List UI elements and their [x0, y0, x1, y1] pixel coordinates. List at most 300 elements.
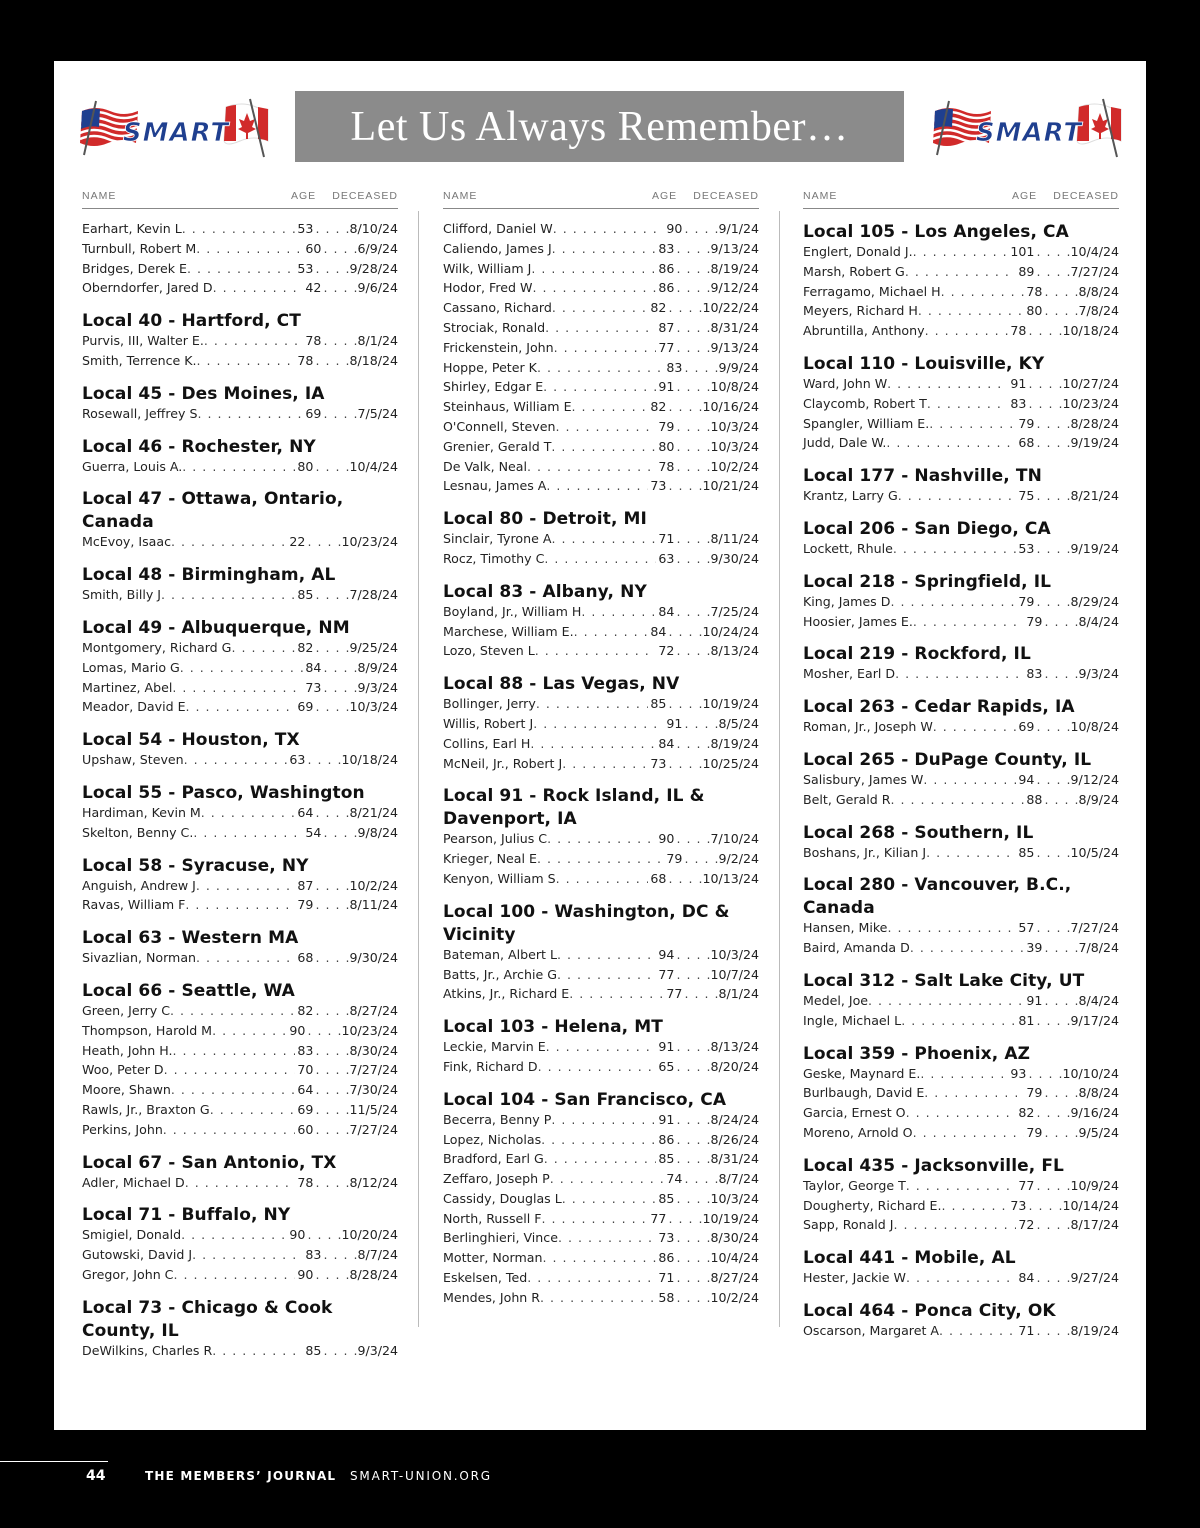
member-name: Bridges, Derek E — [82, 260, 187, 276]
logo-text: SMART — [975, 118, 1083, 148]
member-age: 63 — [658, 550, 675, 566]
member-row — [443, 756, 759, 776]
member-name: Mendes, John R — [443, 1289, 541, 1305]
leader-dots — [684, 851, 718, 866]
local-heading: Local 40 - Hartford, CT — [82, 311, 301, 332]
member-row — [803, 1105, 1119, 1125]
leader-dots — [315, 950, 349, 965]
member-age: 78 — [305, 333, 322, 349]
member-age: 71 — [1018, 1322, 1035, 1338]
leader-dots — [161, 587, 295, 602]
header-deceased: DECEASED — [693, 190, 759, 202]
member-row — [443, 1290, 759, 1310]
member-deceased-date: 8/1/24 — [718, 986, 759, 1002]
member-age: 85 — [305, 1342, 322, 1358]
leader-dots — [538, 1059, 657, 1074]
leader-dots — [676, 551, 710, 566]
member-age: 75 — [1018, 488, 1035, 504]
member-age: 79 — [1026, 1124, 1043, 1140]
member-deceased-date: 10/4/24 — [710, 1250, 759, 1266]
member-deceased-date: 9/25/24 — [349, 639, 398, 655]
member-age: 85 — [297, 587, 314, 603]
leader-dots — [676, 1230, 710, 1245]
member-age: 85 — [658, 1151, 675, 1167]
leader-dots — [307, 1227, 341, 1242]
leader-dots — [323, 241, 357, 256]
member-name: Lockett, Rhule — [803, 540, 893, 556]
member-row — [443, 986, 759, 1006]
member-age: 78 — [297, 352, 314, 368]
leader-dots — [933, 719, 1017, 734]
member-age: 73 — [650, 755, 667, 771]
member-age: 68 — [1018, 435, 1035, 451]
member-row — [443, 947, 759, 967]
member-row — [443, 551, 759, 571]
member-deceased-date: 9/13/24 — [710, 339, 759, 355]
leader-dots — [668, 696, 702, 711]
member-name: Dougherty, Richard E. — [803, 1197, 942, 1213]
leader-dots — [323, 406, 357, 421]
leader-dots — [557, 947, 656, 962]
member-age: 86 — [658, 1131, 675, 1147]
leader-dots — [1036, 1178, 1070, 1193]
member-deceased-date: 9/12/24 — [1070, 771, 1119, 787]
member-deceased-date: 8/7/24 — [718, 1171, 759, 1187]
member-age: 77 — [658, 339, 675, 355]
member-row — [82, 680, 398, 700]
member-deceased-date: 9/3/24 — [357, 679, 398, 695]
local-heading: Local 47 - Ottawa, Ontario, Canada — [82, 489, 344, 533]
leader-dots — [201, 805, 296, 820]
member-deceased-date: 8/28/24 — [349, 1266, 398, 1282]
leader-dots — [231, 640, 295, 655]
leader-dots — [1044, 792, 1078, 807]
leader-dots — [307, 534, 341, 549]
member-row — [803, 792, 1119, 812]
leader-dots — [581, 604, 656, 619]
member-name: Judd, Dale W. — [803, 435, 887, 451]
header-deceased: DECEASED — [1053, 190, 1119, 202]
member-row — [803, 920, 1119, 940]
leader-dots — [323, 280, 357, 295]
member-age: 77 — [666, 986, 683, 1002]
member-deceased-date: 8/8/24 — [1078, 283, 1119, 299]
leader-dots — [315, 878, 349, 893]
member-row — [443, 419, 759, 439]
local-heading: Local 103 - Helena, MT — [443, 1017, 663, 1038]
member-deceased-date: 8/21/24 — [1070, 488, 1119, 504]
member-age: 94 — [658, 946, 675, 962]
member-age: 73 — [658, 1230, 675, 1246]
member-age: 83 — [305, 1247, 322, 1263]
leader-dots — [886, 435, 1016, 450]
member-age: 89 — [1018, 263, 1035, 279]
member-age: 54 — [305, 824, 322, 840]
member-deceased-date: 10/3/24 — [710, 1190, 759, 1206]
leader-dots — [913, 244, 1009, 259]
member-deceased-date: 7/8/24 — [1078, 303, 1119, 319]
member-row — [803, 376, 1119, 396]
leader-dots — [315, 897, 349, 912]
member-name: Marsh, Robert G — [803, 263, 905, 279]
member-name: Burlbaugh, David E — [803, 1085, 925, 1101]
leader-dots — [893, 541, 1017, 556]
member-age: 69 — [297, 699, 314, 715]
member-name: Pearson, Julius C — [443, 831, 548, 847]
member-name: Salisbury, James W — [803, 771, 924, 787]
leader-dots — [212, 1343, 303, 1358]
member-deceased-date: 8/1/24 — [357, 333, 398, 349]
member-name: Englert, Donald J. — [803, 244, 913, 259]
leader-dots — [569, 986, 664, 1001]
leader-dots — [676, 261, 710, 276]
leader-dots — [187, 261, 295, 276]
member-deceased-date: 7/27/24 — [1070, 920, 1119, 936]
member-deceased-date: 8/30/24 — [349, 1042, 398, 1058]
member-row — [443, 1250, 759, 1270]
member-deceased-date: 10/22/24 — [702, 300, 759, 316]
leader-dots — [552, 300, 649, 315]
local-heading: Local 67 - San Antonio, TX — [82, 1152, 337, 1173]
leader-dots — [315, 1122, 349, 1137]
leader-dots — [913, 1125, 1025, 1140]
member-age: 22 — [289, 534, 306, 550]
member-name: Spangler, William E. — [803, 415, 930, 431]
member-row — [803, 1270, 1119, 1290]
member-name: Eskelsen, Ted — [443, 1270, 528, 1286]
member-name: Anguish, Andrew J — [82, 877, 196, 893]
member-name: Krantz, Larry G — [803, 488, 898, 504]
smart-logo-left — [76, 97, 272, 159]
member-deceased-date: 7/8/24 — [1078, 940, 1119, 956]
leader-dots — [1028, 376, 1062, 391]
journal-title: THE MEMBERS’ JOURNAL — [145, 1469, 337, 1483]
member-name: Sapp, Ronald J — [803, 1217, 894, 1233]
leader-dots — [557, 967, 656, 982]
member-name: Oberndorfer, Jared D — [82, 280, 213, 296]
leader-dots — [920, 1066, 1008, 1081]
leader-dots — [906, 1178, 1017, 1193]
leader-dots — [1036, 1270, 1070, 1285]
member-row — [803, 416, 1119, 436]
member-age: 63 — [289, 752, 306, 768]
leader-dots — [676, 340, 710, 355]
leader-dots — [553, 221, 665, 236]
member-row — [803, 284, 1119, 304]
leader-dots — [676, 1059, 710, 1074]
leader-dots — [307, 752, 341, 767]
member-row — [443, 1039, 759, 1059]
page-title: Let Us Always Remember… — [295, 91, 904, 162]
member-deceased-date: 9/12/24 — [710, 280, 759, 296]
member-row — [803, 1198, 1119, 1218]
local-heading: Local 268 - Southern, IL — [803, 822, 1034, 843]
leader-dots — [910, 940, 1025, 955]
member-deceased-date: 9/8/24 — [357, 824, 398, 840]
leader-dots — [1044, 1125, 1078, 1140]
member-age: 83 — [658, 240, 675, 256]
leader-dots — [572, 399, 649, 414]
leader-dots — [196, 878, 296, 893]
member-age: 88 — [1026, 791, 1043, 807]
member-age: 69 — [305, 405, 322, 421]
member-row — [82, 534, 398, 554]
member-name: Turnbull, Robert M — [82, 240, 197, 256]
memorial-column-2 — [443, 188, 759, 1310]
member-age: 81 — [1018, 1012, 1035, 1028]
member-name: Purvis, III, Walter E. — [82, 333, 204, 349]
member-deceased-date: 8/9/24 — [1078, 791, 1119, 807]
member-deceased-date: 10/9/24 — [1070, 1177, 1119, 1193]
local-heading: Local 100 - Washington, DC & Vicinity — [443, 901, 730, 945]
member-age: 79 — [1018, 415, 1035, 431]
leader-dots — [537, 360, 664, 375]
local-heading: Local 49 - Albuquerque, NM — [82, 617, 350, 638]
member-name: Belt, Gerald R — [803, 791, 891, 807]
member-age: 84 — [658, 603, 675, 619]
member-deceased-date: 8/27/24 — [349, 1002, 398, 1018]
member-deceased-date: 9/6/24 — [357, 280, 398, 296]
leader-dots — [1044, 940, 1078, 955]
member-age: 90 — [658, 831, 675, 847]
member-age: 84 — [650, 623, 667, 639]
leader-dots — [315, 587, 349, 602]
member-age: 86 — [658, 1250, 675, 1266]
member-age: 79 — [1018, 593, 1035, 609]
member-row — [803, 940, 1119, 960]
member-row — [82, 1003, 398, 1023]
member-row — [803, 993, 1119, 1013]
member-name: Steinhaus, William E — [443, 399, 572, 415]
member-row — [443, 1270, 759, 1290]
member-name: Meyers, Richard H — [803, 303, 918, 319]
member-row — [443, 967, 759, 987]
leader-dots — [676, 1039, 710, 1054]
site-url[interactable]: SMART-UNION.ORG — [350, 1469, 492, 1483]
member-deceased-date: 10/3/24 — [349, 699, 398, 715]
member-age: 71 — [658, 1270, 675, 1286]
member-age: 90 — [289, 1227, 306, 1243]
member-deceased-date: 7/27/24 — [349, 1121, 398, 1137]
local-heading: Local 206 - San Diego, CA — [803, 518, 1051, 539]
member-deceased-date: 10/25/24 — [702, 755, 759, 771]
member-age: 80 — [1026, 303, 1043, 319]
leader-dots — [173, 1267, 295, 1282]
member-row — [803, 303, 1119, 323]
member-deceased-date: 9/2/24 — [718, 851, 759, 867]
leader-dots — [684, 716, 718, 731]
member-age: 72 — [1018, 1217, 1035, 1233]
leader-dots — [182, 221, 296, 236]
member-row — [443, 624, 759, 644]
member-name: Oscarson, Margaret A — [803, 1322, 940, 1338]
leader-dots — [676, 1132, 710, 1147]
leader-dots — [544, 1151, 657, 1166]
member-name: Frickenstein, John — [443, 339, 554, 355]
member-age: 90 — [297, 1266, 314, 1282]
leader-dots — [887, 376, 1008, 391]
leader-dots — [172, 680, 303, 695]
leader-dots — [676, 1112, 710, 1127]
member-row — [443, 439, 759, 459]
member-name: Perkins, John — [82, 1121, 163, 1137]
member-name: Berlinghieri, Vince — [443, 1230, 558, 1246]
leader-dots — [315, 640, 349, 655]
leader-dots — [898, 488, 1017, 503]
member-age: 64 — [297, 804, 314, 820]
leader-dots — [562, 756, 648, 771]
member-name: Batts, Jr., Archie G — [443, 966, 557, 982]
leader-dots — [547, 831, 656, 846]
leader-dots — [894, 1217, 1017, 1232]
member-age: 94 — [1018, 771, 1035, 787]
member-name: Green, Jerry C — [82, 1002, 170, 1018]
leader-dots — [197, 353, 296, 368]
member-name: Claycomb, Robert T — [803, 395, 927, 411]
leader-dots — [1036, 416, 1070, 431]
member-name: Krieger, Neal E — [443, 851, 537, 867]
member-deceased-date: 10/18/24 — [1062, 323, 1119, 339]
member-name: Caliendo, James J — [443, 240, 552, 256]
leader-dots — [1028, 396, 1062, 411]
member-name: Sivazlian, Norman — [82, 950, 197, 966]
member-age: 42 — [305, 280, 322, 296]
member-deceased-date: 9/27/24 — [1070, 1270, 1119, 1286]
leader-dots — [212, 1023, 287, 1038]
member-deceased-date: 10/23/24 — [341, 534, 398, 550]
member-age: 78 — [297, 1174, 314, 1190]
member-deceased-date: 10/4/24 — [349, 458, 398, 474]
leader-dots — [684, 986, 718, 1001]
member-deceased-date: 8/5/24 — [718, 715, 759, 731]
leader-dots — [1036, 594, 1070, 609]
member-row — [82, 221, 398, 241]
member-name: Leckie, Marvin E — [443, 1039, 546, 1055]
leader-dots — [676, 1151, 710, 1166]
local-heading: Local 177 - Nashville, TN — [803, 466, 1042, 487]
leader-dots — [535, 643, 657, 658]
member-row — [443, 643, 759, 663]
leader-dots — [676, 531, 710, 546]
member-row — [443, 604, 759, 624]
local-heading: Local 88 - Las Vegas, NV — [443, 674, 680, 695]
leader-dots — [550, 1171, 665, 1186]
member-row — [82, 660, 398, 680]
member-deceased-date: 8/30/24 — [710, 1230, 759, 1246]
leader-dots — [315, 1082, 349, 1097]
member-name: McEvoy, Isaac — [82, 534, 171, 550]
member-deceased-date: 8/12/24 — [349, 1174, 398, 1190]
member-name: Lesnau, James A — [443, 478, 547, 494]
member-name: Smith, Billy J — [82, 587, 161, 603]
leader-dots — [182, 459, 295, 474]
member-deceased-date: 10/10/24 — [1062, 1065, 1119, 1081]
leader-dots — [1028, 1198, 1062, 1213]
member-deceased-date: 8/19/24 — [710, 735, 759, 751]
member-age: 82 — [297, 639, 314, 655]
leader-dots — [180, 660, 304, 675]
member-row — [803, 323, 1119, 343]
member-deceased-date: 9/5/24 — [1078, 1124, 1119, 1140]
member-deceased-date: 7/5/24 — [357, 405, 398, 421]
member-name: Guerra, Louis A. — [82, 458, 183, 474]
member-age: 101 — [1010, 244, 1035, 259]
member-row — [803, 845, 1119, 865]
member-name: Martinez, Abel — [82, 679, 173, 695]
leader-dots — [532, 280, 656, 295]
member-deceased-date: 10/19/24 — [702, 696, 759, 712]
leader-dots — [531, 261, 656, 276]
header-age: AGE — [291, 190, 317, 202]
member-age: 91 — [658, 1039, 675, 1055]
member-age: 71 — [658, 531, 675, 547]
member-deceased-date: 10/8/24 — [710, 379, 759, 395]
member-age: 72 — [658, 643, 675, 659]
leader-dots — [196, 241, 303, 256]
member-deceased-date: 7/28/24 — [349, 587, 398, 603]
leader-dots — [941, 284, 1025, 299]
member-age: 60 — [297, 1121, 314, 1137]
column-divider — [779, 211, 780, 1327]
local-heading: Local 464 - Ponca City, OK — [803, 1300, 1056, 1321]
local-heading: Local 83 - Albany, NY — [443, 581, 647, 602]
member-row — [803, 594, 1119, 614]
leader-dots — [210, 1102, 296, 1117]
member-row — [82, 587, 398, 607]
member-age: 82 — [297, 1002, 314, 1018]
member-row — [82, 353, 398, 373]
member-age: 65 — [658, 1058, 675, 1074]
member-age: 77 — [1018, 1177, 1035, 1193]
leader-dots — [676, 947, 710, 962]
leader-dots — [668, 756, 702, 771]
leader-dots — [1036, 719, 1070, 734]
member-row — [82, 1175, 398, 1195]
member-deceased-date: 10/18/24 — [341, 752, 398, 768]
member-deceased-date: 10/2/24 — [349, 877, 398, 893]
member-row — [443, 1171, 759, 1191]
member-name: Garcia, Ernest O — [803, 1105, 906, 1121]
leader-dots — [323, 680, 357, 695]
member-age: 68 — [650, 870, 667, 886]
local-heading: Local 80 - Detroit, MI — [443, 509, 647, 530]
member-row — [82, 1343, 398, 1363]
member-row — [443, 340, 759, 360]
member-name: Gutowski, David J — [82, 1247, 193, 1263]
leader-dots — [193, 825, 303, 840]
leader-dots — [556, 871, 649, 886]
member-deceased-date: 7/27/24 — [1070, 263, 1119, 279]
member-name: Strociak, Ronald — [443, 319, 546, 335]
local-heading: Local 58 - Syracuse, NY — [82, 855, 309, 876]
member-row — [443, 1151, 759, 1171]
footer-rule — [0, 1461, 108, 1462]
memorial-list — [82, 221, 398, 1363]
member-age: 91 — [658, 379, 675, 395]
member-row — [443, 716, 759, 736]
memorial-list — [443, 221, 759, 1310]
member-age: 60 — [305, 240, 322, 256]
leader-dots — [1044, 993, 1078, 1008]
member-name: Hansen, Mike — [803, 920, 888, 936]
local-heading: Local 91 - Rock Island, IL & Davenport, IA — [443, 786, 705, 830]
leader-dots — [676, 280, 710, 295]
member-row — [443, 280, 759, 300]
local-heading: Local 73 - Chicago & Cook County, IL — [82, 1297, 333, 1341]
member-name: Gregor, John C — [82, 1266, 174, 1282]
member-deceased-date: 8/4/24 — [1078, 613, 1119, 629]
leader-dots — [537, 851, 664, 866]
